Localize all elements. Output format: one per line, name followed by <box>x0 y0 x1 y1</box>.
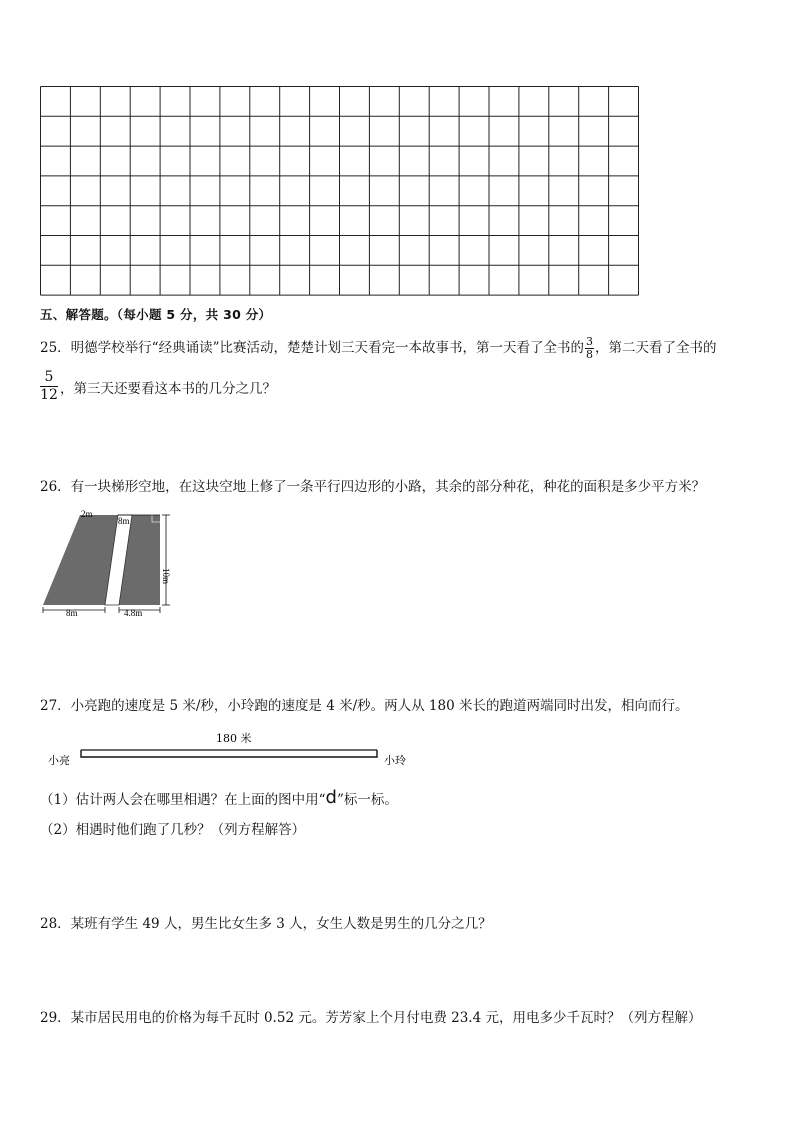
answer-grid <box>40 86 640 296</box>
label-top-a: 2m <box>81 509 93 519</box>
question-28-text: 28．某班有学生 49 人，男生比女生多 3 人，女生人数是男生的几分之几？ <box>40 916 492 932</box>
label-bottom-b: 4.8m <box>124 608 143 618</box>
fraction-numerator: 3 <box>585 335 593 348</box>
question-26-text: 26．有一块梯形空地，在这块空地上修了一条平行四边形的小路，其余的部分种花，种花的面积是多少平方米？ <box>40 479 706 495</box>
question-29-text: 29．某市居民用电的价格为每千瓦时 0.52 元。芳芳家上个月付电费 23.4 元，用电多少千瓦时？（列方程解） <box>40 1010 702 1026</box>
track-length-label: 180 米 <box>216 732 252 745</box>
answer-grid-lines <box>40 86 640 296</box>
question-25-line1 <box>40 336 716 361</box>
question-25-text-b: ，第二天看了全书的 <box>594 340 717 356</box>
fraction-numerator: 5 <box>44 369 54 385</box>
fraction-denominator: 8 <box>585 348 593 361</box>
question-27-sub1-b: ”标一标。 <box>336 792 398 808</box>
fraction-5-12 <box>40 369 58 404</box>
fraction-denominator: 12 <box>40 387 58 403</box>
track-figure <box>40 728 406 776</box>
label-top-b: 8m <box>118 516 130 526</box>
track-left-label: 小亮 <box>48 754 70 767</box>
mark-symbol: d <box>325 787 337 808</box>
label-height: 10m <box>161 568 171 585</box>
section-title: 五、解答题。（每小题 5 分，共 30 分） <box>40 307 272 322</box>
track-line <box>81 750 377 757</box>
question-25-text-a: 25．明德学校举行“经典诵读”比赛活动，楚楚计划三天看完一本故事书，第一天看了全书的 <box>40 340 584 356</box>
label-bottom-a: 8m <box>66 608 78 618</box>
question-27-sub1 <box>40 788 398 810</box>
trapezoid-figure <box>38 508 178 624</box>
fraction-3-8 <box>585 336 594 361</box>
question-27-sub2: （2）相遇时他们跑了几秒？（列方程解答） <box>40 822 306 838</box>
question-27-sub1-a: （1）估计两人会在哪里相遇？在上面的图中用“ <box>40 792 326 808</box>
question-27-text: 27．小亮跑的速度是 5 米/秒，小玲跑的速度是 4 米/秒。两人从 180 米长的跑道两端同时出发，相向而行。 <box>40 698 689 714</box>
track-right-label: 小玲 <box>384 754 406 767</box>
question-25-text-c: ，第三天还要看这本书的几分之几？ <box>60 381 276 397</box>
